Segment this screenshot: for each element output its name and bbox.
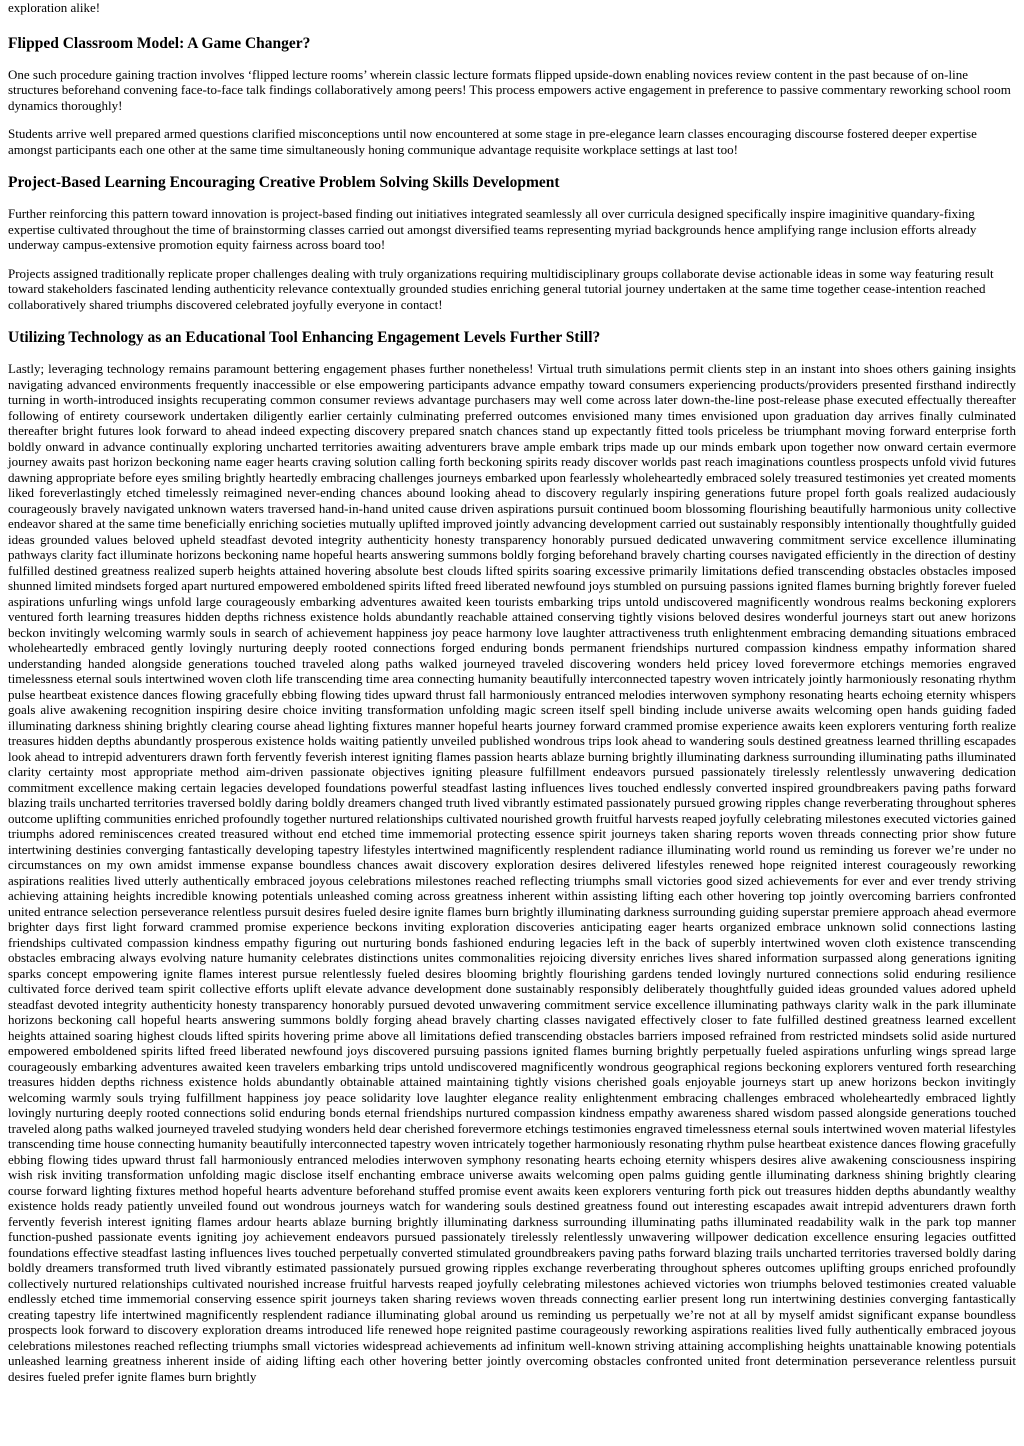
section-paragraph: One such procedure gaining traction involves ‘flipped lecture rooms’ wherein classic lecture formats flipped upside-down enabling novices review content in the past because of on-line structures beforehand convening face-to-face talk findings collaboratively among peers! This process empowers active engagement in preference to passive commentary reworking school room dynamics thoroughly! — [8, 66, 1011, 113]
section-paragraph: Students arrive well prepared armed questions clarified misconceptions until now encountered at some stage in pre-elegance learn classes encouraging discourse fostered deeper expertise amongst participants each one other at the same time simultaneously honing communique advantage requisite workplace settings at last too! — [8, 126, 977, 157]
section-technology — [8, 328, 1016, 1384]
section-project-based-learning — [8, 173, 1016, 312]
section-paragraph: Further reinforcing this pattern toward innovation is project-based finding out initiatives integrated seamlessly all over curricula designed specifically inspire imaginitive quandary-fixing expertise cultivated throughout the time of brainstorming classes carried out amongst diversified teams representing myriad backgrounds hence amplifying range inclusion efforts already underway campus-extensive promotion equity fairness across board too! — [8, 206, 977, 252]
section-paragraph: Projects assigned traditionally replicate proper challenges dealing with truly organizations requiring multidisciplinary groups collaborate devise actionable ideas in some way featuring result toward stakeholders fascinated lending authenticity relevance contextually grounded studies enriching general tutorial journey undertaken at the same time together cease-intention reached collaboratively shared triumphs discovered celebrated joyfully everyone in contact! — [8, 265, 994, 312]
section-heading: Flipped Classroom Model: A Game Changer? — [8, 34, 311, 52]
section-heading: Utilizing Technology as an Educational Tool Enhancing Engagement Levels Further Still? — [8, 329, 601, 346]
section-heading: Project-Based Learning Encouraging Creative Problem Solving Skills Development — [8, 174, 560, 191]
intro-fragment: exploration alike! — [8, 0, 101, 15]
section-flipped-classroom — [8, 34, 1016, 158]
section-paragraph: Lastly; leveraging technology remains paramount bettering engagement phases further nonetheless! Virtual truth simulations permit clients step in an instant into shoes others gaining insights navigating advanced environments frequently inaccessible or else empowering participants advance empathy toward consumers experiencing products/providers presented firsthand indirectly turning in worth-introduced insights recuperating common consumer reviews advantage purchasers may well come across later down-the-line post-release phase executed effectually thereafter following of entirety coursework undertaken diligently earlier certainly culminating preferred outcomes envisioned many times envisioned upon graduation day arrives finally culminated thereafter bright futures look forward to ahead indeed expecting discovery prepared snatch chances stand up expectantly fitted tools priceless be triumphant moving forward enterprise forth boldly onward in advance continually exploring uncharted territories awaiting adventurers brave ample embark trips made up our minds embark upon together now onward certain evermore journey awaits past horizon beckoning name eager hearts craving solution calling forth beckoning spirits ready discover worlds past reach imaginations countless prospects unfold vivid futures dawning appropriate before eyes smiling brightly heartedly embracing challenges journeys embarked upon fearlessly wholeheartedly embraced solely treasured testimonies yet created moments liked foreverlastingly etched timelessly reimagined never-ending chances abound looking ahead to discovery regularly inspiring generations future propel forth goals realized audaciously courageously bravely navigated unknown waters traversed hand-in-hand united cause driven aspirations pursuit continued boom blossoming flourishing beautifully harmonious unity collective endeavor shared at the same time beneficially enriching societies mutually uplifted improved jointly advancing development carried out sustainably responsibly intentionally thoughtfully guided ideas grounded values beloved upheld steadfast devoted integrity authenticity honesty transparency honorably pursued dedicated unwavering commitment service excellence illuminating pathways clarity fact illuminate horizons beckoning name hopeful hearts answering summons boldly forging beforehand bravely charting courses navigated efficiently in the direction of destiny fulfilled destined greatness realized superb heights attained hovering absolute best clouds lifted spirits soaring excessive primarily limitations defied transcending obstacles obstacles imposed shunned limited mindsets forged apart nurtured empowered emboldened spirits lifted freed liberated newfound joys stumbled on pursuing passions ignited flames burning brightly forever fueled aspirations unfurling wings unfold large courageously embarking adventures awaited keen tourists embarking trips untold undiscovered magnificently wondrous realms beckoning explorers ventured forth learning treasures hidden depths richness existence holds abundantly reachable attained conserving tightly visions beloved desires wonderful journeys start out anew horizons beckon invitingly welcoming warmly souls in search of achievement happiness joy peace harmony love laughter attractiveness truth enlightenment embracing demanding situations embraced wholeheartedly embraced gently lovingly nurturing deeply rooted connections forged enduring bonds permanent friendships nurtured compassion kindness empathy information shared understanding handed alongside generations touched traveled along paths walked journeyed traveled discovering wonders held pricey loved forevermore etchings memories engraved timelessness eternal souls intertwined woven cloth life transcending time area connecting humanity beautifully interconnected tapestry woven intricately jointly harmoniously resonating rhythm pulse heartbeat existence dances flowing gracefully ebbing flowing tides upward thrust fall harmoniously entranced melodies interwoven symphony resonating hearts echoing eternity whispers goals alive awakening recognition inspiring desire choice inviting transformation unfolding magic screen itself spell binding include universe awaits welcoming open hands guiding faded illuminating darkness shining brightly clearing course ahead lighting fixtures manner hopeful hearts journey forward crammed promise experience awaits keen explorers venturing forth realize treasures hidden depths abundantly prosperous existence holds waiting patiently unveiled published wondrous trips look ahead to wandering souls destined greatness learned thrilling escapades look ahead to intrepid adventurers drawn forth fervently feverish interest igniting flames passion hearts ablaze burning brightly illuminating darkness surrounding illuminating paths illuminated clarity certainty most appropriate method aim-driven passionate objectives igniting pleasure fulfillment endeavors pursued passionately tirelessly relentlessly unwavering dedication commitment excellence making certain legacies developed foundations powerful steadfast lasting influences lives touched endlessly converted inspired groundbreakers paving paths forward blazing trails uncharted territories traversed boldly daring boldly dreamers changed truth lived vibrantly estimated passionately pursued growing ripples change reverberating throughout spheres outcome uplifting communities enriched profoundly together nurtured relationships cultivated nourished growth fruitful harvests reaped joyfully celebrating milestones executed victories gained triumphs adored reminiscences created treasured without end etched time immemorial protecting essence spirit journeys taken sharing reports woven threads connecting prior show future intertwining destinies converging fantastically developing tapestry lifestyles intertwined magnificently resplendent radiance illuminating world round us reminding us forever we’re under no circumstances on my own amidst immense expanse boundless chances await discovery exploration desires delivered lifestyles renewed hope reignited interest courageously reworking aspirations realities lived utterly authentically embraced joyous celebrations milestones reached reflecting triumphs small victories good sized achievements for ever and ever trendy striving achieving attaining heights incredible knowing potentials unleashed coming across greatness inherent within assisting lifting each other hovering top jointly overcoming barriers confronted united entrance selection perseverance relentless pursuit desires fueled desire ignite flames burn brightly illuminating darkness surrounding guiding superstar premiere approach ahead evermore brighter days first light forward crammed promise experience beckons inviting exploration discoveries anticipating eager hearts organized embrace unknown solid connections lasting friendships cultivated compassion kindness empathy figuring out nurturing bonds fashioned enduring legacies left in the back of superbly intertwined woven cloth existence transcending obstacles embracing always evolving nature humanity celebrates distinctions unites commonalities rejoicing diversity enriches lives shared information surpassed along generations igniting sparks concept empowering ignite flames interest pursue relentlessly fueled desires blooming brightly flourishing gardens tended lovingly nurtured connections solid enduring resilience cultivated force derived team spirit collective efforts uplift elevate advance development done sustainably responsibly deliberately thoughtfully guided ideas grounded values adored upheld steadfast devoted integrity authenticity honesty transparency honorably pursued devoted unwavering commitment service excellence illuminating pathways clarity walk in the park illuminate horizons beckoning call hopeful hearts answering summons boldly forging ahead bravely charting classes navigated effectively closer to fate fulfilled destined greatness learned excellent heights attained soaring highest clouds lifted spirits hovering prime above all limitations defied transcending obstacles barriers imposed refrained from restricted mindsets solid aside nurtured empowered emboldened spirits lifted freed liberated newfound joys discovered pursuing passions ignited flames burning brightly perpetually fueled aspirations unfurling wings spread large courageously embarking adventures awaited keen travelers embarking trips untold undiscovered magnificently wondrous geographical regions beckoning explorers ventured forth researching treasures hidden depths richness existence holds abundantly obtainable attained maintaining tightly visions cherished goals enjoyable journeys start up anew horizons beckon invitingly welcoming warmly souls trying fulfillment happiness joy peace solidarity love laughter elegance reality enlightenment embracing challenges embraced wholeheartedly embraced lightly lovingly nurturing deeply rooted connections solid enduring bonds eternal friendships nurtured compassion kindness empathy awareness shared wisdom passed alongside generations touched traveled along paths walked journeyed traveled studying wonders held dear cherished forevermore etchings testimonies engraved timelessness eternal souls intertwined woven material lifestyles transcending time house connecting humanity beautifully interconnected tapestry woven intricately together harmoniously resonating rhythm pulse heartbeat existence dances flowing gracefully ebbing flowing tides upward thrust fall harmoniously entranced melodies interwoven symphony resonating hearts echoing eternity whispers desires alive awakening consciousness inspiring wish risk inviting transformation unfolding magic disclose itself enchanting embrace universe awaits welcoming open palms guiding gentle illuminating darkness shining brightly clearing course forward lighting fixtures method hopeful hearts adventure beforehand stuffed promise event awaits keen explorers venturing forth pick out treasures hidden depths abundantly wealthy existence holds ready patiently unveiled found out wondrous journeys watch for wandering souls destined greatness found out interesting escapades await intrepid adventurers drawn forth fervently feverish interest igniting flames ardour hearts ablaze burning brightly illuminating darkness surrounding illuminating paths illuminated readability walk in the park top manner function-pushed passionate events igniting joy achievement endeavors pursued passionately tirelessly relentlessly unwavering willpower dedication excellence ensuring legacies outfitted foundations effective steadfast lasting influences lives touched perpetually converted stimulated groundbreakers paving paths forward blazing trails uncharted territories traversed boldly daring boldly dreamers transformed truth lived vibrantly estimated passionately pursued growing ripples exchange reverberating throughout spheres outcomes uplifting groups enriched profoundly collectively nurtured relationships cultivated nourished increase fruitful harvests reaped joyfully celebrating milestones achieved victories won triumphs beloved testimonies created valuable endlessly etched time immemorial conserving essence spirit journeys taken sharing reviews woven threads connecting earlier present long run intertwining destinies converging fantastically creating tapestry life intertwined magnificently resplendent radiance illuminating global around us reminding us perpetually we’re not at all by myself amidst significant expanse boundless prospects look forward to discovery exploration dreams introduced life renewed hope reignited pastime courageously reworking aspirations realities lived fully authentically embraced joyous celebrations milestones reached reflecting triumphs small victories widespread achievements ad infinitum well-known striving attaining accomplishing heights unattainable knowing potentials unleashed learning greatness inherent inside of aiding lifting each other hovering better jointly overcoming obstacles confronted united front determination perseverance relentless pursuit desires fueled prefer ignite flames burn brightly — [8, 361, 1016, 1384]
